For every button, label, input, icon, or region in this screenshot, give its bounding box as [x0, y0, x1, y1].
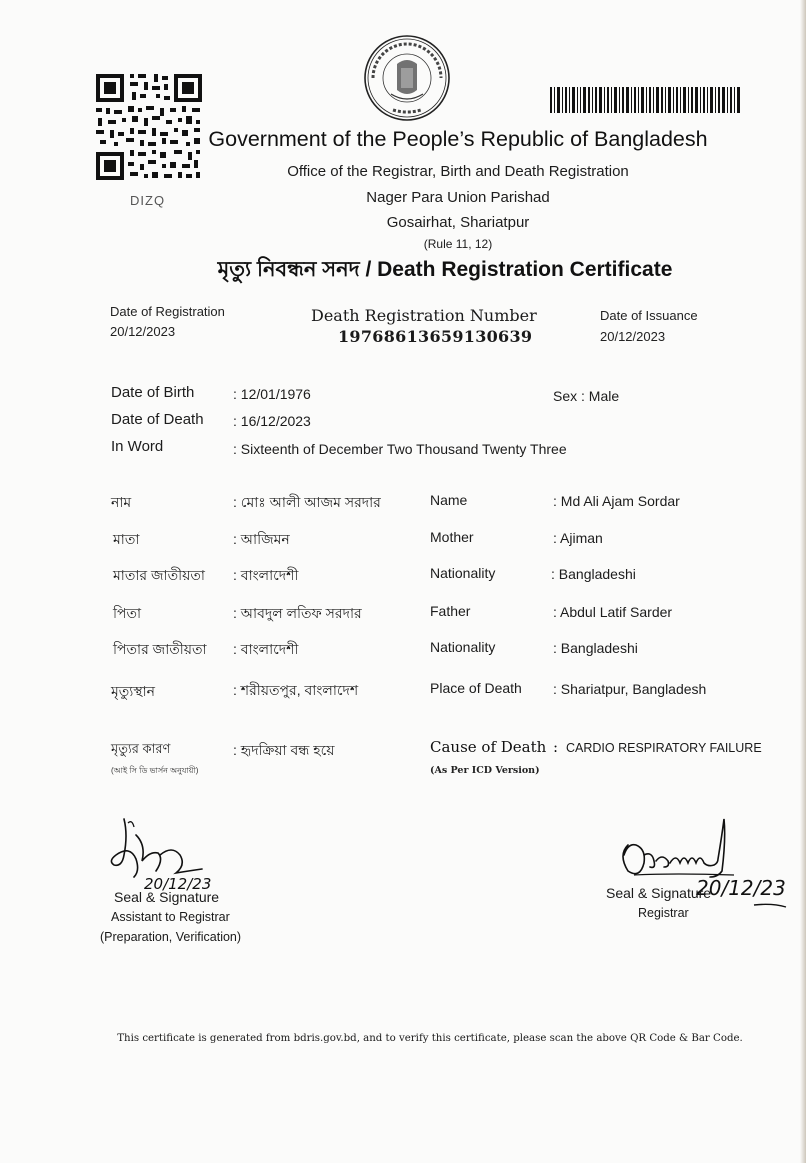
assistant-signature — [106, 815, 236, 895]
place-of-death-label: Place of Death — [430, 680, 522, 696]
mother-bn-label: মাতা — [113, 531, 140, 547]
cause-bn-sub: (আই সি ডি ভার্সন অনুযায়ী) — [111, 766, 199, 775]
right-role: Registrar — [638, 906, 689, 920]
father-nationality-bn-value: : বাংলাদেশী — [233, 641, 299, 657]
left-role: Assistant to Registrar — [111, 910, 230, 924]
place-bn-label: মৃত্যুস্থান — [111, 683, 156, 699]
in-word-label: In Word — [111, 438, 164, 455]
mother-nationality-label: Nationality — [430, 565, 496, 581]
father-nationality-value: : Bangladeshi — [553, 640, 638, 656]
cause-of-death-label: Cause of Death — [430, 738, 547, 756]
name-value: : Md Ali Ajam Sordar — [553, 493, 680, 509]
right-handwritten-date: 20/12/23 — [696, 876, 786, 900]
qr-caption: DIZQ — [130, 193, 166, 208]
cause-of-death-colon: : — [553, 738, 559, 756]
sex-value: Sex : Male — [553, 388, 620, 404]
office-name: Office of the Registrar, Birth and Death Registration — [287, 163, 629, 180]
government-seal-icon — [363, 34, 451, 122]
dob-value: : 12/01/1976 — [233, 386, 311, 402]
date-of-registration-value: 20/12/2023 — [110, 324, 176, 339]
dod-value: : 16/12/2023 — [233, 413, 311, 429]
mother-nationality-bn-label: মাতার জাতীয়তা — [113, 567, 205, 583]
certificate-title: মৃত্যু নিবন্ধন সনদ / Death Registration Certificate — [217, 258, 673, 281]
rule-reference: (Rule 11, 12) — [423, 237, 493, 251]
name-bn-value: : মোঃ আলী আজম সরদার — [233, 494, 381, 510]
father-value: : Abdul Latif Sarder — [553, 604, 673, 620]
dod-label: Date of Death — [111, 411, 204, 428]
cause-of-death-value: CARDIO RESPIRATORY FAILURE — [566, 741, 762, 755]
mother-label: Mother — [430, 529, 474, 545]
left-handwritten-date: 20/12/23 — [144, 875, 212, 893]
footer-note: This certificate is generated from bdris.gov.bd, and to verify this certificate, please scan the above QR Code & Bar Code. — [117, 1033, 743, 1044]
father-nationality-bn-label: পিতার জাতীয়তা — [113, 641, 207, 657]
name-bn-label: নাম — [111, 494, 132, 510]
cause-bn-value: : হৃদক্রিয়া বন্ধ হয়ে — [233, 742, 335, 758]
left-role-detail: (Preparation, Verification) — [100, 930, 242, 944]
mother-value: : Ajiman — [553, 530, 603, 546]
date-of-issuance-value: 20/12/2023 — [600, 329, 666, 344]
left-seal-signature: Seal & Signature — [114, 889, 220, 905]
father-bn-value: : আবদুল লতিফ সরদার — [233, 605, 362, 621]
father-nationality-label: Nationality — [430, 639, 496, 655]
place-bn-value: : শরীয়তপুর, বাংলাদেশ — [233, 682, 359, 698]
union-parishad: Nager Para Union Parishad — [366, 189, 550, 206]
registration-number-label: Death Registration Number — [311, 306, 537, 325]
mother-bn-value: : আজিমন — [233, 531, 290, 547]
government-title: Government of the People’s Republic of Bangladesh — [208, 127, 708, 151]
district: Gosairhat, Shariatpur — [386, 214, 530, 231]
date-of-registration-label: Date of Registration — [110, 304, 225, 319]
place-of-death-value: : Shariatpur, Bangladesh — [553, 681, 707, 697]
father-bn-label: পিতা — [113, 605, 142, 621]
name-label: Name — [430, 492, 468, 508]
mother-nationality-value: : Bangladeshi — [551, 566, 636, 582]
barcode[interactable] — [550, 87, 740, 113]
mother-nationality-bn-value: : বাংলাদেশী — [233, 567, 299, 583]
date-of-issuance-label: Date of Issuance — [600, 308, 698, 323]
in-word-value: : Sixteenth of December Two Thousand Twenty Three — [233, 441, 567, 457]
right-seal-signature: Seal & Signature — [606, 885, 712, 901]
registration-number-value: 19768613659130639 — [338, 327, 533, 346]
cause-of-death-sub: (As Per ICD Version) — [430, 765, 540, 776]
father-label: Father — [430, 603, 471, 619]
cause-bn-label: মৃত্যুর কারণ — [111, 741, 171, 756]
dob-label: Date of Birth — [111, 384, 195, 401]
